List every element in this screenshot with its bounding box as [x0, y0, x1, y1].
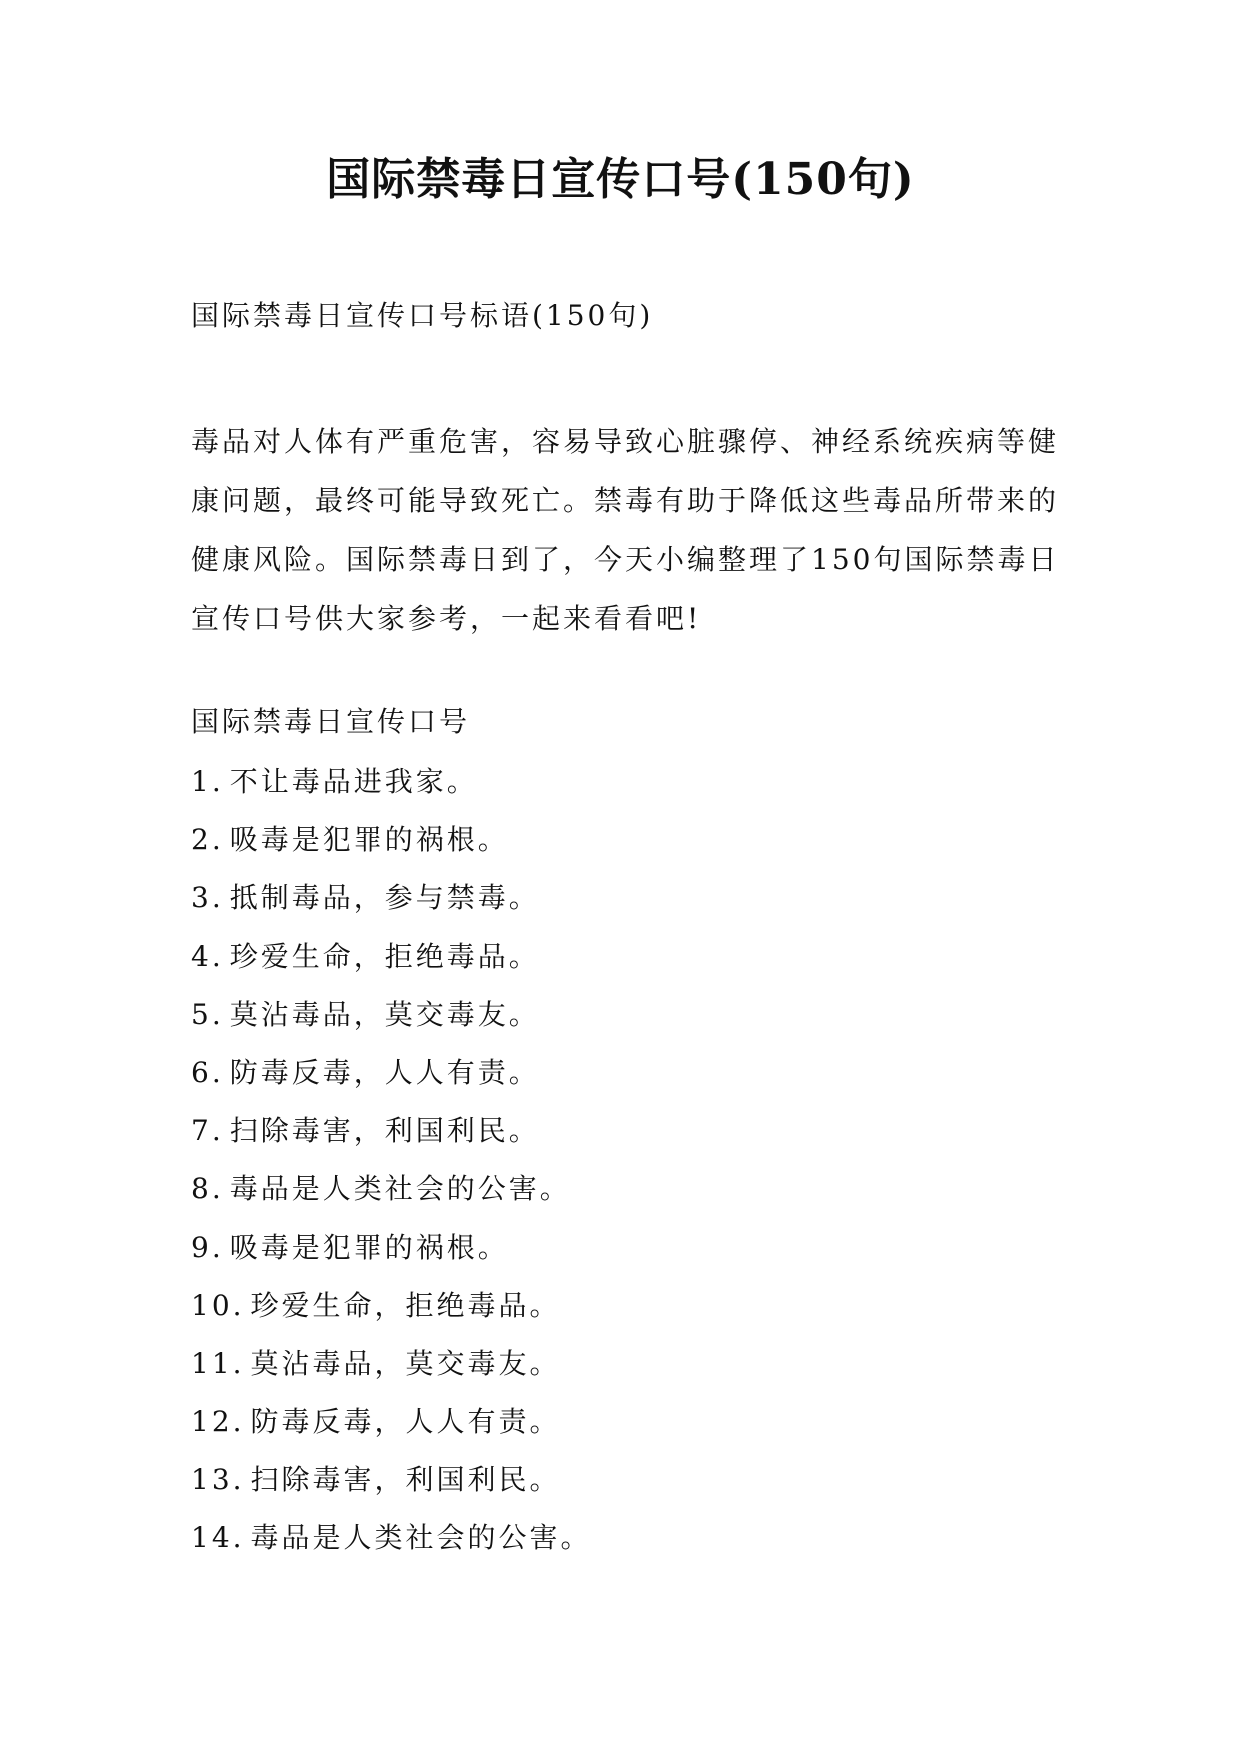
list-item-text: 防毒反毒，人人有责。 [250, 1405, 561, 1439]
list-item-number: 4. [191, 939, 224, 973]
list-item [191, 762, 1061, 820]
list-item-number: 1. [191, 765, 224, 798]
list-item-number: 12. [191, 1405, 245, 1439]
list-item [191, 820, 1061, 878]
list-item-number: 8. [191, 1172, 224, 1206]
list-item-text: 珍爱生命，拒绝毒品。 [250, 1288, 561, 1322]
list-item-text: 防毒反毒，人人有责。 [229, 1055, 540, 1089]
list-item-text: 吸毒是犯罪的祸根。 [229, 823, 509, 857]
list-item-text: 莫沾毒品，莫交毒友。 [250, 1346, 561, 1380]
list-item-number: 13. [191, 1463, 245, 1497]
list-item [191, 1460, 1061, 1518]
list-item [191, 878, 1061, 936]
list-item [191, 937, 1061, 995]
list-item-text: 毒品是人类社会的公害。 [229, 1172, 571, 1206]
list-item-number: 10. [191, 1288, 245, 1322]
list-item-number: 2. [191, 823, 224, 857]
list-item-number: 9. [191, 1230, 224, 1264]
list-item-number: 5. [191, 997, 224, 1031]
list-item [191, 1344, 1061, 1402]
list-item-text: 莫沾毒品，莫交毒友。 [229, 997, 540, 1031]
list-item [191, 1169, 1061, 1227]
list-item [191, 1518, 1061, 1576]
list-item-text: 珍爱生命，拒绝毒品。 [229, 939, 540, 973]
list-item [191, 995, 1061, 1053]
list-item [191, 1286, 1061, 1344]
list-item-text: 扫除毒害，利国利民。 [250, 1463, 561, 1497]
list-item-text: 扫除毒害，利国利民。 [229, 1114, 540, 1148]
intro-paragraph: 毒品对人体有严重危害，容易导致心脏骤停、神经系统疾病等健康问题，最终可能导致死亡。禁毒有助于降低这些毒品所带来的健康风险。国际禁毒日到了，今天小编整理了150句国际禁毒日宣传口号供大家参考，一起来看看吧! [191, 425, 1060, 635]
document-subtitle: 国际禁毒日宣传口号标语(150句) [191, 299, 654, 332]
page-title: 国际禁毒日宣传口号(150句) [326, 154, 915, 205]
list-item [191, 1053, 1061, 1111]
list-item [191, 1402, 1061, 1460]
list-item-number: 14. [191, 1521, 245, 1555]
list-item-number: 6. [191, 1055, 224, 1089]
list-item-number: 7. [191, 1114, 224, 1148]
list-item-text: 吸毒是犯罪的祸根。 [229, 1230, 509, 1264]
list-item-text: 不让毒品进我家。 [229, 765, 478, 798]
list-item-number: 11. [191, 1346, 245, 1380]
list-item-text: 抵制毒品，参与禁毒。 [229, 881, 540, 915]
list-item [191, 1228, 1061, 1286]
section-heading: 国际禁毒日宣传口号 [191, 705, 471, 738]
slogan-list [191, 762, 1061, 1577]
list-item-text: 毒品是人类社会的公害。 [250, 1521, 592, 1555]
list-item [191, 1111, 1061, 1169]
list-item-number: 3. [191, 881, 224, 915]
